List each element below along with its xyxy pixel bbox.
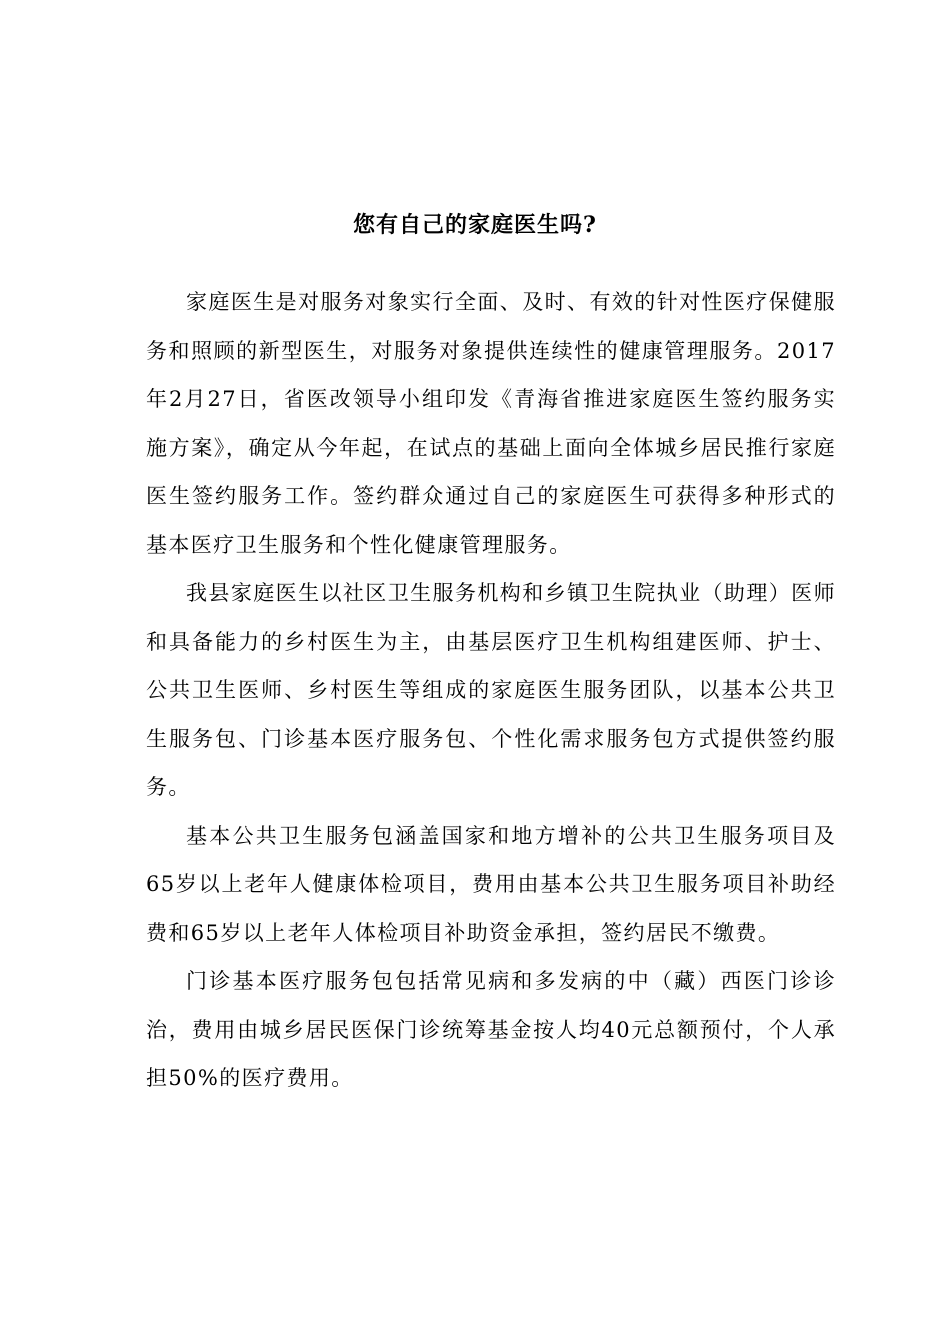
paragraph-outpatient-package: 门诊基本医疗服务包包括常见病和多发病的中（藏）西医门诊诊治，费用由城乡居民医保门诊统筹基金按人均40元总额预付，个人承担50%的医疗费用。 xyxy=(146,969,836,1090)
document-body xyxy=(146,278,836,1103)
paragraph-family-doctor-intro: 家庭医生是对服务对象实行全面、及时、有效的针对性医疗保健服务和照顾的新型医生，对服务对象提供连续性的健康管理服务。2017年2月27日，省医改领导小组印发《青海省推进家庭医生签约服务实施方案》，确定从今年起，在试点的基础上面向全体城乡居民推行家庭医生签约服务工作。签约群众通过自己的家庭医生可获得多种形式的基本医疗卫生服务和个性化健康管理服务。 xyxy=(146,290,836,557)
paragraph-county-team: 我县家庭医生以社区卫生服务机构和乡镇卫生院执业（助理）医师和具备能力的乡村医生为主，由基层医疗卫生机构组建医师、护士、公共卫生医师、乡村医生等组成的家庭医生服务团队，以基本公共卫生服务包、门诊基本医疗服务包、个性化需求服务包方式提供签约服务。 xyxy=(146,581,836,799)
paragraph-public-health-package: 基本公共卫生服务包涵盖国家和地方增补的公共卫生服务项目及65岁以上老年人健康体检项目，费用由基本公共卫生服务项目补助经费和65岁以上老年人体检项目补助资金承担，签约居民不缴费。 xyxy=(146,823,836,945)
document-title: 您有自己的家庭医生吗? xyxy=(353,212,597,238)
